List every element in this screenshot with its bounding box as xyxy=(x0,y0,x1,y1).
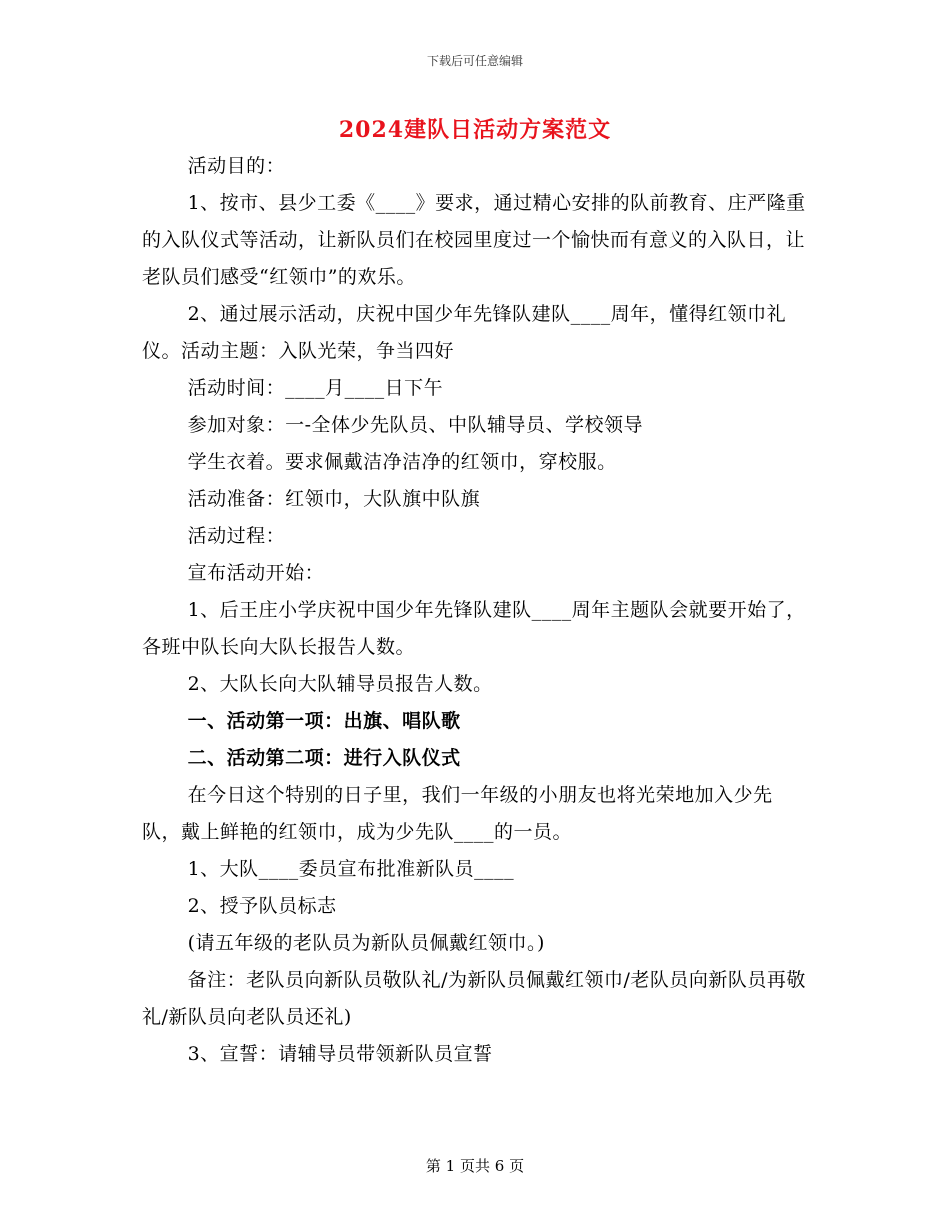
section-heading: 二、活动第二项：进行入队仪式 xyxy=(187,747,461,769)
paragraph: 备注：老队员向新队员敬队礼/为新队员佩戴红领巾/老队员向新队员再敬礼/新队员向老队员还礼) xyxy=(142,969,806,1028)
paragraph: 2、通过展示活动，庆祝中国少年先锋队建队____周年，懂得红领巾礼仪。活动主题：入队光荣，争当四好 xyxy=(142,303,787,362)
paragraph: (请五年级的老队员为新队员佩戴红领巾。) xyxy=(187,932,545,954)
paragraph: 在今日这个特别的日子里，我们一年级的小朋友也将光荣地加入少先队，戴上鲜艳的红领巾，成为少先队____的一员。 xyxy=(142,784,773,843)
paragraph: 3、宣誓：请辅导员带领新队员宣誓 xyxy=(187,1043,493,1065)
paragraph: 学生衣着。要求佩戴洁净洁净的红领巾，穿校服。 xyxy=(187,451,617,473)
paragraph: 2、大队长向大队辅导员报告人数。 xyxy=(187,673,493,695)
header-note: 下载后可任意编辑 xyxy=(426,54,523,68)
paragraph: 1、后王庄小学庆祝中国少年先锋队建队____周年主题队会就要开始了，各班中队长向大队长报告人数。 xyxy=(142,599,806,658)
paragraph: 宣布活动开始： xyxy=(187,562,325,584)
paragraph: 1、按市、县少工委《____》要求，通过精心安排的队前教育、庄严隆重的入队仪式等活动，让新队员们在校园里度过一个愉快而有意义的入队日，让老队员们感受“红领巾”的欢乐。 xyxy=(142,192,806,288)
document-title: 2024建队日活动方案范文 xyxy=(338,117,612,143)
paragraph: 参加对象：一-全体少先队员、中队辅导员、学校领导 xyxy=(187,414,644,436)
page-footer: 第 1 页共 6 页 xyxy=(425,1157,525,1175)
paragraph: 活动目的： xyxy=(187,155,286,177)
paragraph: 1、大队____委员宣布批准新队员____ xyxy=(187,858,515,880)
paragraph: 活动时间：____月____日下午 xyxy=(187,377,444,399)
paragraph: 活动过程： xyxy=(187,525,286,547)
document-body xyxy=(142,148,808,1073)
paragraph: 2、授予队员标志 xyxy=(187,895,337,917)
section-heading: 一、活动第一项：出旗、唱队歌 xyxy=(187,710,461,732)
paragraph: 活动准备：红领巾，大队旗中队旗 xyxy=(187,488,481,510)
